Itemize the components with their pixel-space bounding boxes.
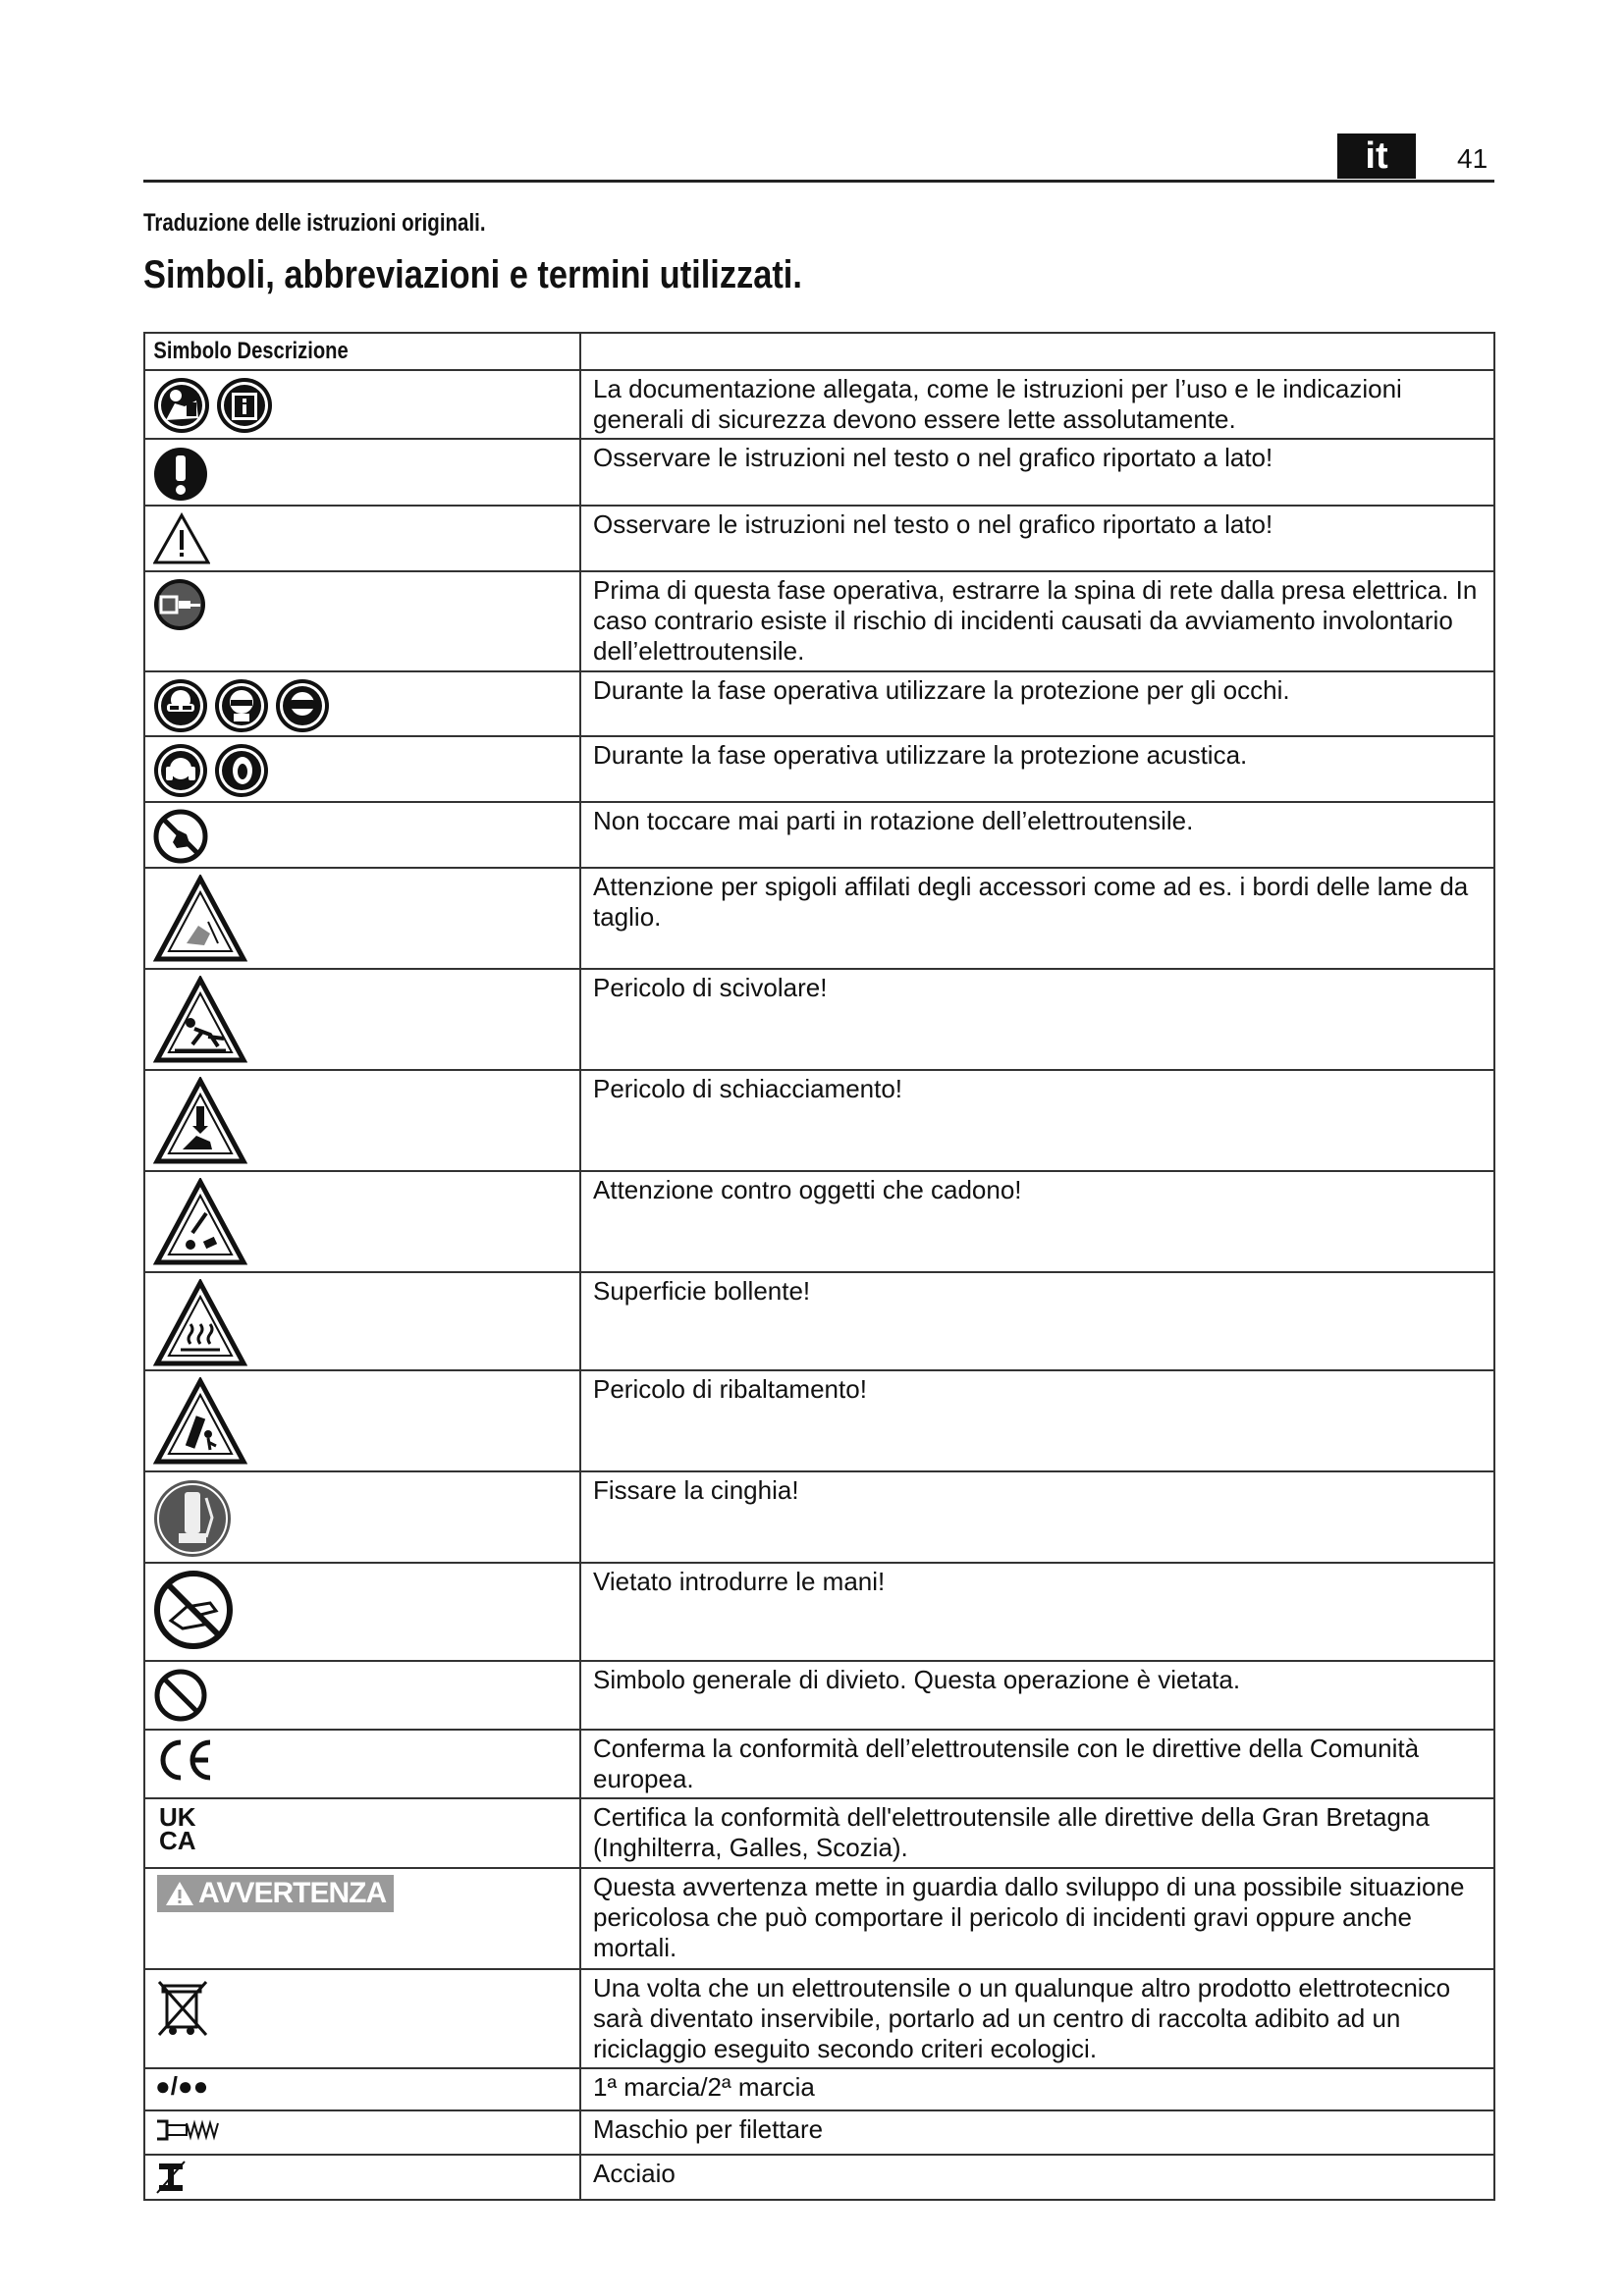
table-row [144, 1370, 1494, 1471]
symbols-table [143, 332, 1495, 2201]
description-cell: Simbolo generale di divieto. Questa operazione è vietata. [580, 1661, 1494, 1730]
description-cell: Questa avvertenza mette in guardia dallo sviluppo di una possibile situazione pericolosa che può comportare il pericolo di incidenti gravi oppure anche mortali. [580, 1868, 1494, 1969]
table-row [144, 1563, 1494, 1661]
table-row [144, 1171, 1494, 1272]
ce-mark-icon [153, 1736, 216, 1784]
falling-objects-icon [153, 1178, 247, 1266]
description-cell: Vietato introdurre le mani! [580, 1563, 1494, 1661]
description-cell: Attenzione per spigoli affilati degli accessori come ad es. i bordi delle lame da taglio. [580, 868, 1494, 969]
header-divider [143, 180, 1494, 183]
warning-badge [157, 1875, 394, 1912]
description-cell: Una volta che un elettroutensile o un qualunque altro prodotto elettrotecnico sarà diventato inservibile, portarlo ad un centro di raccolta adibito ad un riciclaggio eseguito secondo criteri ecologici. [580, 1969, 1494, 2068]
description-cell: Maschio per filettare [580, 2110, 1494, 2155]
ear-protection-icon [153, 743, 208, 798]
read-manual-icon [153, 377, 210, 434]
description-cell: Durante la fase operativa utilizzare la protezione acustica. [580, 736, 1494, 802]
table-row [144, 736, 1494, 802]
table-row [144, 802, 1494, 868]
table-row [144, 969, 1494, 1070]
table-row [144, 1798, 1494, 1868]
gear-dots-icon: ●/●● [155, 2071, 209, 2101]
no-hands-icon [153, 1570, 234, 1650]
table-row [144, 439, 1494, 506]
tipping-hazard-icon [153, 1377, 247, 1466]
sharp-edges-warning-icon [153, 875, 247, 963]
weee-bin-icon [153, 1976, 212, 2039]
table-row [144, 1272, 1494, 1370]
table-row [144, 671, 1494, 736]
table-row [144, 1661, 1494, 1730]
tap-icon [153, 2115, 230, 2145]
description-cell: Conferma la conformità dell’elettroutensile con le direttive della Comunità europea. [580, 1730, 1494, 1798]
steel-icon [153, 2160, 189, 2195]
document-subtitle: Traduzione delle istruzioni originali. [143, 209, 486, 237]
hot-surface-icon [153, 1279, 247, 1367]
crush-hazard-icon [153, 1077, 247, 1165]
description-cell: Superficie bollente! [580, 1272, 1494, 1370]
description-cell: La documentazione allegata, come le istruzioni per l’uso e le indicazioni generali di sicurezza devono essere lette assolutamente. [580, 370, 1494, 439]
table-row [144, 1070, 1494, 1171]
description-cell: Attenzione contro oggetti che cadono! [580, 1171, 1494, 1272]
table-row [144, 2110, 1494, 2155]
info-manual-icon [216, 377, 273, 434]
description-cell: Pericolo di ribaltamento! [580, 1370, 1494, 1471]
description-cell: Durante la fase operativa utilizzare la protezione per gli occhi. [580, 671, 1494, 736]
description-cell: Pericolo di scivolare! [580, 969, 1494, 1070]
ukca-mark-icon: UK CA [159, 1802, 196, 1855]
table-row [144, 1471, 1494, 1563]
language-badge: it [1337, 133, 1416, 179]
warning-badge-icon [165, 1881, 194, 1906]
description-cell: Osservare le istruzioni nel testo o nel grafico riportato a lato! [580, 506, 1494, 571]
unplug-icon [153, 578, 206, 631]
mandatory-exclamation-icon [153, 446, 208, 503]
table-row [144, 2068, 1494, 2110]
warning-badge-label: AVVERTENZA [198, 1877, 387, 1909]
description-cell: Osservare le istruzioni nel testo o nel grafico riportato a lato! [580, 439, 1494, 506]
table-row [144, 370, 1494, 439]
description-cell: Prima di questa fase operativa, estrarre la spina di rete dalla presa elettrica. In caso contrario esiste il rischio di incidenti causati da avviamento involontario dell’elettroutensile. [580, 571, 1494, 671]
table-header-label: Simbolo Descrizione [153, 338, 349, 364]
description-cell: 1ª marcia/2ª marcia [580, 2068, 1494, 2110]
table-row [144, 1868, 1494, 1969]
table-header-row [144, 333, 1494, 370]
table-row [144, 506, 1494, 571]
table-row [144, 868, 1494, 969]
ear-protection-side-icon [214, 743, 269, 798]
table-row [144, 571, 1494, 671]
table-row [144, 2155, 1494, 2200]
warning-triangle-icon [153, 512, 210, 565]
table-row [144, 1730, 1494, 1798]
prohibition-icon [153, 1668, 208, 1723]
table-row [144, 1969, 1494, 2068]
page-number: 41 [1457, 143, 1489, 174]
face-shield-icon [214, 678, 269, 733]
slip-hazard-icon [153, 976, 247, 1064]
description-cell: Certifica la conformità dell'elettroutensile alle direttive della Gran Bretagna (Inghilterra, Galles, Scozia). [580, 1798, 1494, 1868]
description-cell: Fissare la cinghia! [580, 1471, 1494, 1563]
goggles-icon [275, 678, 330, 733]
description-cell: Pericolo di schiacciamento! [580, 1070, 1494, 1171]
page-title: Simboli, abbreviazioni e termini utilizzati. [143, 253, 802, 296]
description-cell: Acciaio [580, 2155, 1494, 2200]
fasten-strap-icon [153, 1478, 232, 1559]
eye-protection-icon [153, 678, 208, 733]
no-touch-rotating-icon [153, 809, 208, 864]
description-cell: Non toccare mai parti in rotazione dell’elettroutensile. [580, 802, 1494, 868]
